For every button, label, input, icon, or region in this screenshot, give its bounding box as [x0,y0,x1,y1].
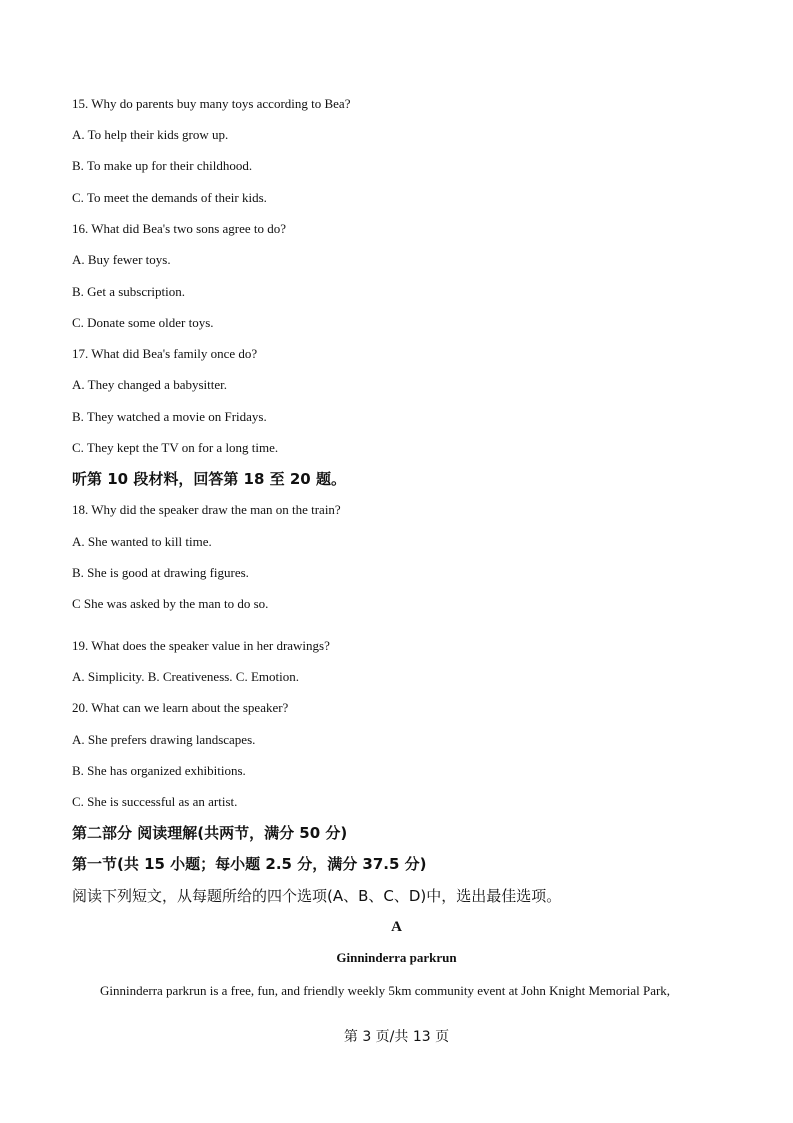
options-19: A. Simplicity. B. Creativeness. C. Emotion. [72,669,300,684]
question-19: 19. What does the speaker value in her drawings? [72,638,330,653]
passage-first-line: Ginninderra parkrun is a free, fun, and friendly weekly 5km community event at John Knight Memorial Park, [100,983,671,998]
option-15-a: A. To help their kids grow up. [72,127,229,142]
option-17-b: B. They watched a movie on Fridays. [72,409,267,424]
option-20-b: B. She has organized exhibitions. [72,763,246,778]
option-15-b: B. To make up for their childhood. [72,158,253,173]
passage-letter: A [391,919,402,935]
section-10-instruction: 听第 10 段材料，回答第 18 至 20 题。 [72,470,346,488]
option-16-b: B. Get a subscription. [72,284,186,299]
option-16-a: A. Buy fewer toys. [72,252,171,267]
question-16: 16. What did Bea's two sons agree to do? [72,221,287,236]
option-15-c: C. To meet the demands of their kids. [72,190,267,205]
question-15: 15. Why do parents buy many toys according to Bea? [72,96,351,111]
option-16-c: C. Donate some older toys. [72,315,214,330]
option-18-b: B. She is good at drawing figures. [72,565,249,580]
section-1-heading: 第一节(共 15 小题；每小题 2.5 分，满分 37.5 分) [72,855,427,873]
option-17-c: C. They kept the TV on for a long time. [72,440,279,455]
question-20: 20. What can we learn about the speaker? [72,700,289,715]
part-2-heading: 第二部分 阅读理解(共两节，满分 50 分) [72,824,348,842]
option-18-c: C She was asked by the man to do so. [72,596,269,611]
passage-title: Ginninderra parkrun [336,950,457,965]
page-footer: 第 3 页/共 13 页 [343,1029,450,1045]
reading-instruction: 阅读下列短文，从每题所给的四个选项(A、B、C、D)中，选出最佳选项。 [72,887,562,905]
option-18-a: A. She wanted to kill time. [72,534,212,549]
question-17: 17. What did Bea's family once do? [72,346,258,361]
question-18: 18. Why did the speaker draw the man on the train? [72,502,341,517]
option-17-a: A. They changed a babysitter. [72,377,227,392]
option-20-a: A. She prefers drawing landscapes. [72,732,256,747]
option-20-c: C. She is successful as an artist. [72,794,238,809]
